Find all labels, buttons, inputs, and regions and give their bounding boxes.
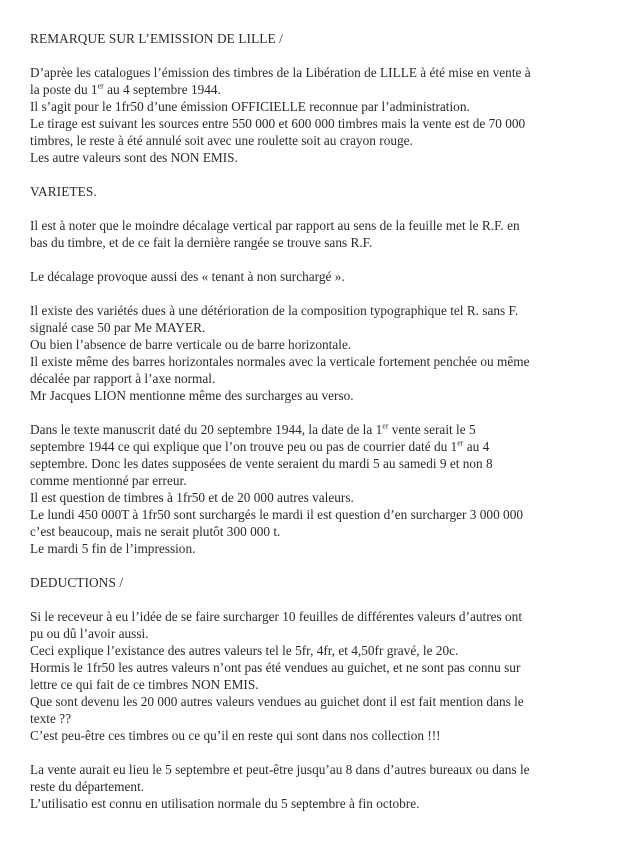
text-line: bas du timbre, et de ce fait la dernière rangée se trouve sans R.F.: [30, 235, 373, 250]
text-line: timbres, le reste à été annulé soit avec une roulette soit au crayon rouge.: [30, 133, 413, 148]
text-line: [30, 421, 620, 438]
text-line: Le tirage est suivant les sources entre 550 000 et 600 000 timbres mais la vente est de 70 000: [30, 116, 526, 131]
text-line: Mr Jacques LION mentionne même des surcharges au verso.: [30, 388, 354, 403]
paragraph-gap: [30, 200, 620, 217]
varietes-paragraph-3: [30, 302, 620, 404]
text-line: reste du département.: [30, 779, 145, 794]
paragraph-gap: [30, 557, 620, 574]
text-line: septembre. Donc les dates supposées de vente seraient du mardi 5 au samedi 9 et non 8: [30, 456, 493, 471]
text-line: comme mentionné par erreur.: [30, 473, 187, 488]
text-line: Que sont devenu les 20 000 autres valeurs vendues au guichet dont il est fait mention dans le: [30, 694, 524, 709]
text-fragment: septembre 1944 ce qui explique que l’on trouve peu ou pas de courrier daté du 1: [30, 439, 458, 454]
text-fragment: au 4: [463, 439, 490, 454]
text-line: [30, 81, 620, 98]
deductions-heading: DEDUCTIONS /: [30, 575, 124, 590]
text-fragment: la poste du 1: [30, 82, 98, 97]
varietes-heading: VARIETES.: [30, 184, 97, 199]
text-line: L’utilisatio est connu en utilisation normale du 5 septembre à fin octobre.: [30, 796, 420, 811]
text-line: Le mardi 5 fin de l’impression.: [30, 541, 196, 556]
text-line: pu ou dû l’avoir aussi.: [30, 626, 149, 641]
text-line: Si le receveur à eu l’idée de se faire surcharger 10 feuilles de différentes valeurs d’autres ont: [30, 609, 523, 624]
text-line: La vente aurait eu lieu le 5 septembre et peut-être jusqu’au 8 dans d’autres bureaux ou dans le: [30, 762, 530, 777]
intro-paragraph: [30, 64, 620, 166]
text-line: Le lundi 450 000T à 1fr50 sont surchargés le mardi il est question d’en surcharger 3 000 000: [30, 507, 523, 522]
superscript: er: [382, 421, 389, 431]
text-line: Il est question de timbres à 1fr50 et de 20 000 autres valeurs.: [30, 490, 354, 505]
text-line: [30, 438, 620, 455]
text-line: lettre ce qui fait de ce timbres NON EMIS.: [30, 677, 259, 692]
text-line: Il s’agit pour le 1fr50 d’une émission OFFICIELLE reconnue par l’administration.: [30, 99, 470, 114]
text-line: décalée par rapport à l’axe normal.: [30, 371, 216, 386]
paragraph-gap: [30, 251, 620, 268]
text-line: C’est peu-être ces timbres ou ce qu’il en reste qui sont dans nos collection !!!: [30, 728, 441, 743]
text-line: Il existe même des barres horizontales normales avec la verticale fortement penchée ou même: [30, 354, 530, 369]
paragraph-gap: [30, 591, 620, 608]
paragraph-gap: [30, 166, 620, 183]
text-line: Il existe des variétés dues à une détérioration de la composition typographique tel R. sans F.: [30, 303, 519, 318]
superscript: er: [457, 438, 464, 448]
text-line: D’aprèe les catalogues l’émission des timbres de la Libération de LILLE à été mise en vente à: [30, 65, 531, 80]
text-line: Hormis le 1fr50 les autres valeurs n’ont pas été vendues au guichet, et ne sont pas connu sur: [30, 660, 521, 675]
text-line: Les autre valeurs sont des NON EMIS.: [30, 150, 238, 165]
paragraph-gap: [30, 744, 620, 761]
document-title: REMARQUE SUR L’EMISSION DE LILLE /: [30, 31, 283, 46]
text-line: signalé case 50 par Me MAYER.: [30, 320, 206, 335]
varietes-paragraph-1: [30, 217, 620, 251]
text-fragment: vente serait le 5: [388, 422, 476, 437]
text-line: Ceci explique l’existance des autres valeurs tel le 5fr, 4fr, et 4,50fr gravé, le 20c.: [30, 643, 459, 658]
text-line: Il est à noter que le moindre décalage vertical par rapport au sens de la feuille met le R.F. en: [30, 218, 520, 233]
text-line: c’est beaucoup, mais ne serait plutôt 300 000 t.: [30, 524, 281, 539]
paragraph-gap: [30, 47, 620, 64]
manuscrit-paragraph: [30, 421, 620, 557]
varietes-paragraph-2: Le décalage provoque aussi des « tenant à non surchargé ».: [30, 269, 345, 284]
text-line: texte ??: [30, 711, 71, 726]
text-fragment: Dans le texte manuscrit daté du 20 septembre 1944, la date de la 1: [30, 422, 383, 437]
text-fragment: au 4 septembre 1944.: [103, 82, 221, 97]
final-paragraph: [30, 761, 620, 812]
text-line: Ou bien l’absence de barre verticale ou de barre horizontale.: [30, 337, 352, 352]
document-page: [30, 30, 620, 812]
paragraph-gap: [30, 285, 620, 302]
superscript: er: [97, 81, 104, 91]
deductions-paragraph: [30, 608, 620, 744]
paragraph-gap: [30, 404, 620, 421]
